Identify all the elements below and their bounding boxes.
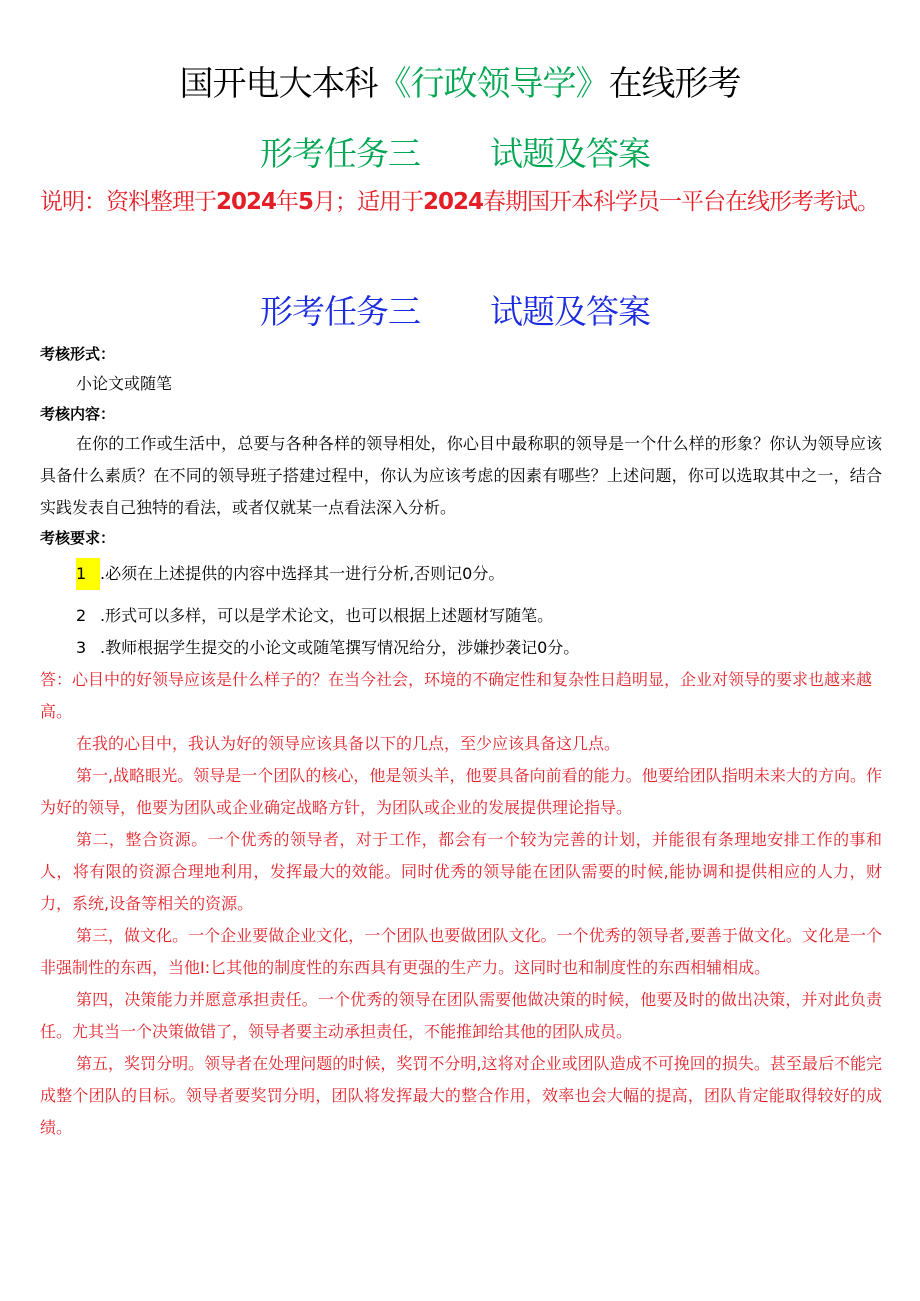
requirement-number: 2 — [76, 606, 87, 625]
answer-section — [40, 664, 882, 1144]
section-title-blue-part1: 形考任务三 — [260, 292, 420, 331]
section-title-green — [260, 128, 650, 175]
requirement-item — [76, 558, 882, 590]
note-month: 5 — [298, 189, 314, 215]
note-text: 说明：资料整理于 — [40, 189, 216, 215]
title-prefix: 国开电大本科 — [179, 64, 378, 104]
exam-content-label: 考核内容： — [40, 405, 116, 423]
note-text: 春期国开本科学员一平台在线形考考试。 — [483, 189, 880, 215]
requirement-text: .教师根据学生提交的小论文或随笔撰写情况给分，涉嫌抄袭记0分。 — [100, 638, 580, 657]
answer-intro: 答：心目中的好领导应该是什么样子的？在当今社会，环境的不确定性和复杂性日趋明显，企业对领导的要求也越来越高。 — [40, 670, 873, 721]
answer-paragraph: 第四，决策能力并愿意承担责任。一个优秀的领导在团队需要他做决策的时候，他要及时的做出决策，并对此负责任。尤其当一个决策做错了，领导者要主动承担责任，不能推卸给其他的团队成员。 — [40, 990, 882, 1041]
requirement-number: 1 — [76, 558, 100, 590]
title-course: 《行政领导学》 — [377, 64, 609, 104]
answer-paragraph: 在我的心目中，我认为好的领导应该具备以下的几点，至少应该具备这几点。 — [76, 734, 621, 753]
exam-body — [40, 340, 882, 1144]
note-text: 年 — [276, 189, 299, 215]
answer-paragraph: 第五，奖罚分明。领导者在处理问题的时候，奖罚不分明,这将对企业或团队造成不可挽回的损失。甚至最后不能完成整个团队的目标。领导者要奖罚分明，团队将发挥最大的整合作用，效率也会大幅的提高，团队肯定能取得较好的成绩。 — [40, 1054, 882, 1137]
requirement-text: .形式可以多样，可以是学术论文，也可以根据上述题材写随笔。 — [100, 606, 554, 625]
section-title-blue — [260, 286, 650, 333]
requirement-item — [76, 600, 882, 632]
section-title-green-part1: 形考任务三 — [260, 134, 420, 173]
note-year: 2024 — [423, 189, 484, 215]
section-title-green-part2: 试题及答案 — [490, 134, 650, 173]
answer-paragraph: 第三，做文化。一个企业要做企业文化，一个团队也要做团队文化。一个优秀的领导者,要善于做文化。文化是一个非强制性的东西，当他I:匕其他的制度性的东西具有更强的生产力。这同时也和制度性的东西相辅相成。 — [40, 926, 882, 977]
exam-content-text: 在你的工作或生活中，总要与各种各样的领导相处，你心目中最称职的领导是一个什么样的形象？你认为领导应该具备什么素质？在不同的领导班子搭建过程中，你认为应该考虑的因素有哪些？上述问题，你可以选取其中之一，结合实践发表自己独特的看法，或者仅就某一点看法深入分析。 — [40, 434, 882, 517]
exam-requirements-label: 考核要求： — [40, 529, 116, 547]
note-year: 2024 — [216, 189, 277, 215]
section-title-blue-part2: 试题及答案 — [490, 292, 650, 331]
exam-form-value: 小论文或随笔 — [76, 374, 173, 393]
note-paragraph — [40, 184, 890, 221]
note-text: 月；适用于 — [313, 189, 424, 215]
answer-paragraph: 第二，整合资源。一个优秀的领导者，对于工作，都会有一个较为完善的计划，并能很有条理地安排工作的事和人，将有限的资源合理地利用，发挥最大的效能。同时优秀的领导能在团队需要的时候,能协调和提供相应的人力，财力，系统,设备等相关的资源。 — [40, 830, 882, 913]
answer-paragraph: 第一,战略眼光。领导是一个团队的核心，他是领头羊，他要具备向前看的能力。他要给团队指明未来大的方向。作为好的领导，他要为团队或企业确定战略方针，为团队或企业的发展提供理论指导。 — [40, 766, 882, 817]
requirement-item — [76, 632, 882, 664]
requirement-number: 3 — [76, 638, 87, 657]
document-title — [0, 56, 920, 105]
title-suffix: 在线形考 — [608, 64, 741, 104]
exam-form-label: 考核形式： — [40, 345, 116, 363]
requirement-text: .必须在上述提供的内容中选择其一进行分析,否则记0分。 — [100, 564, 505, 583]
